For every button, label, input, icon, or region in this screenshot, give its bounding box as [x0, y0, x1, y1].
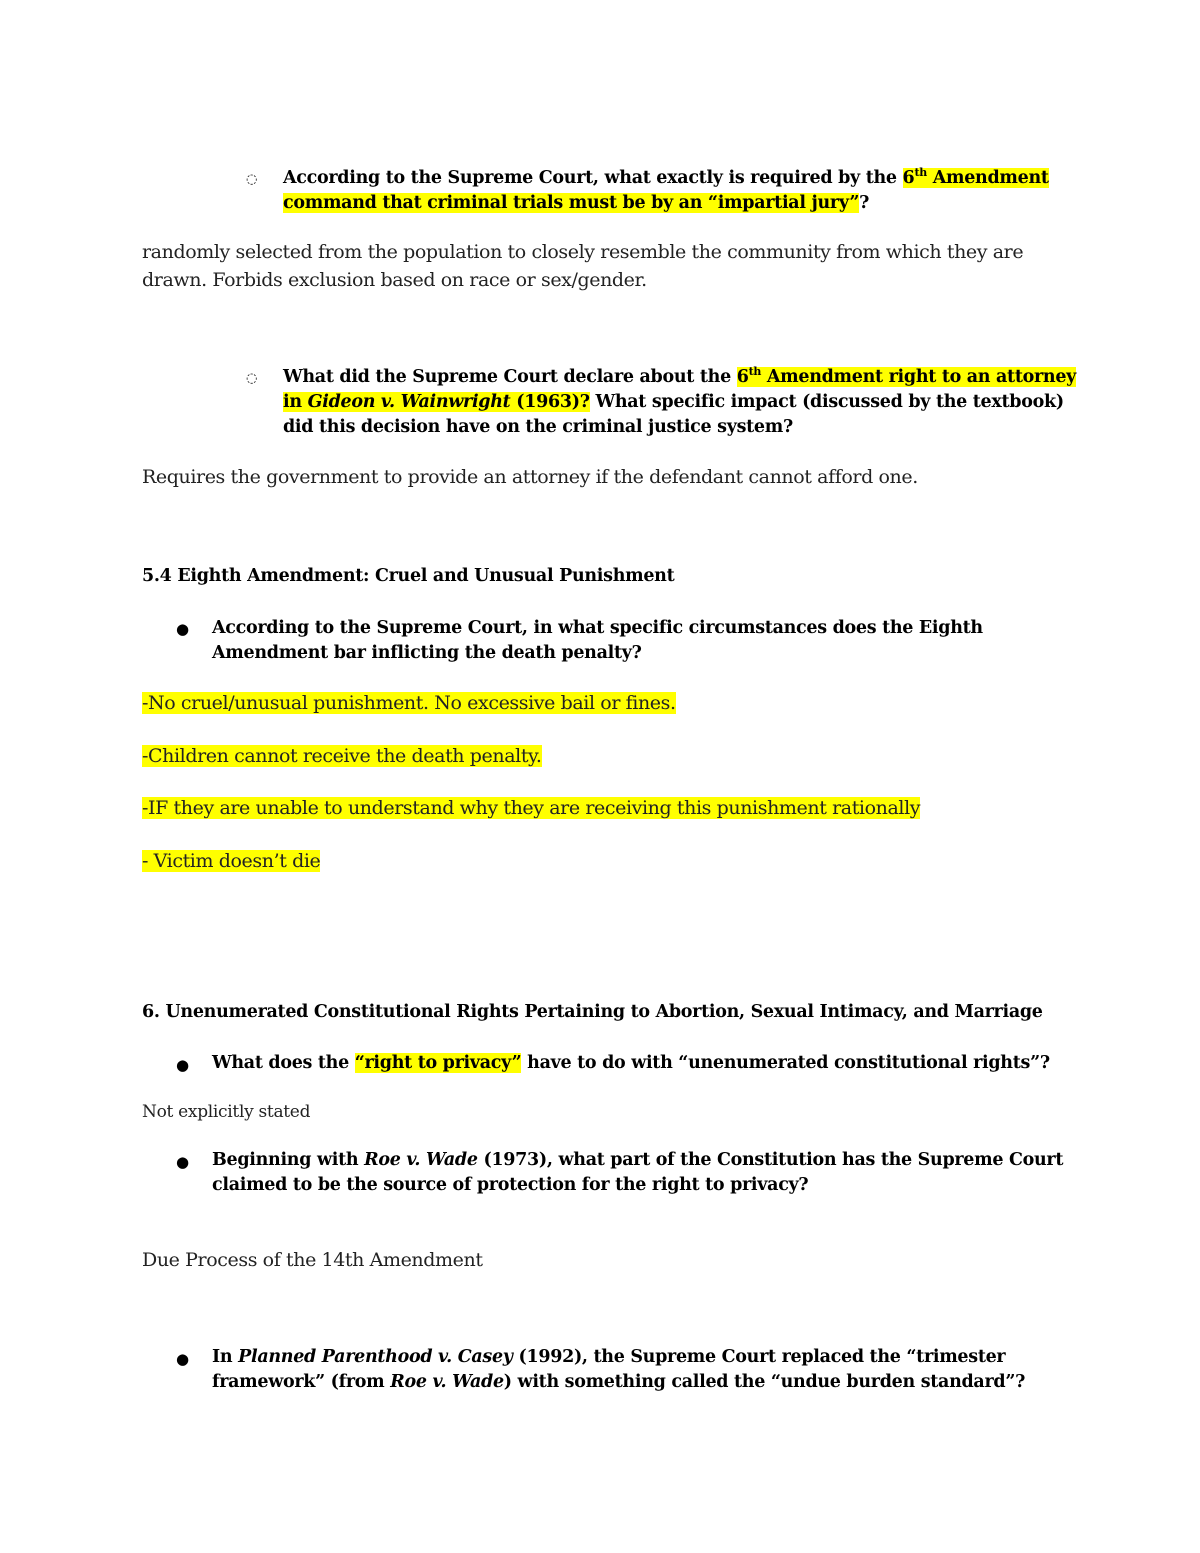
bullet-circle-icon: ◌	[246, 371, 258, 386]
bullet-dot-icon: ●	[176, 1153, 190, 1171]
answer-line: drawn. Forbids exclusion based on race or sex/gender.	[142, 269, 647, 291]
bullet-dot-icon: ●	[176, 620, 190, 638]
question-line: did this decision have on the criminal justice system?	[283, 417, 793, 437]
case-name: Planned Parenthood v. Casey	[238, 1347, 513, 1367]
highlight: command that criminal trials must be by an “impartial jury”	[283, 193, 860, 213]
case-name: Gideon v. Wainwright	[307, 392, 511, 412]
answer-not-explicit: Not explicitly stated	[142, 1102, 311, 1122]
answer-gideon: Requires the government to provide an attorney if the defendant cannot afford one.	[142, 466, 918, 488]
highlight: 6th Amendment	[902, 166, 1049, 188]
question-line: command that criminal trials must be by an “impartial jury”?	[283, 193, 870, 213]
highlight: in Gideon v. Wainwright (1963)?	[283, 392, 590, 412]
question-right-to-privacy: What does the “right to privacy” have to do with “unenumerated constitutional rights”?	[212, 1053, 1050, 1073]
question-roe-source	[212, 1148, 1063, 1198]
answer-line: -No cruel/unusual punishment. No excessive bail or fines.	[142, 692, 676, 714]
question-line: In Planned Parenthood v. Casey (1992), the Supreme Court replaced the “trimester	[212, 1347, 1006, 1367]
question-text: According to the Supreme Court, what exactly is required by the	[283, 168, 903, 188]
answer-line: -IF they are unable to understand why they are receiving this punishment rationally	[142, 797, 921, 819]
section-heading-6: 6. Unenumerated Constitutional Rights Pertaining to Abortion, Sexual Intimacy, and Marriage	[142, 1002, 1043, 1022]
bullet-dot-icon: ●	[176, 1350, 190, 1368]
question-line: claimed to be the source of protection for the right to privacy?	[212, 1175, 809, 1195]
question-line: According to the Supreme Court, in what specific circumstances does the Eighth	[212, 618, 983, 638]
answer-impartial-jury	[142, 238, 1023, 294]
case-name: Roe v. Wade	[390, 1372, 504, 1392]
question-line: in Gideon v. Wainwright (1963)? What specific impact (discussed by the textbook)	[283, 392, 1064, 412]
question-death-penalty	[212, 616, 983, 666]
question-impartial-jury	[283, 166, 1049, 216]
highlight: “right to privacy”	[354, 1053, 522, 1073]
answer-line: - Victim doesn’t die	[142, 850, 321, 872]
question-line: What did the Supreme Court declare about the 6th Amendment right to an attorney	[283, 365, 1077, 387]
question-line: Beginning with Roe v. Wade (1973), what part of the Constitution has the Supreme Court	[212, 1150, 1064, 1170]
question-line: framework” (from Roe v. Wade) with something called the “undue burden standard”?	[212, 1372, 1026, 1392]
section-heading-5-4: 5.4 Eighth Amendment: Cruel and Unusual Punishment	[142, 566, 675, 586]
question-line: Amendment bar inflicting the death penalty?	[212, 643, 642, 663]
answer-due-process: Due Process of the 14th Amendment	[142, 1249, 483, 1271]
question-gideon	[283, 365, 1076, 440]
answer-line: randomly selected from the population to closely resemble the community from which they are	[142, 241, 1024, 263]
answer-line: -Children cannot receive the death penalty.	[142, 745, 542, 767]
case-name: Roe v. Wade	[364, 1150, 478, 1170]
question-line	[283, 166, 1049, 191]
bullet-dot-icon: ●	[176, 1056, 190, 1074]
bullet-circle-icon: ◌	[246, 172, 258, 187]
question-casey	[212, 1345, 1025, 1395]
highlight: 6th Amendment right to an attorney	[736, 365, 1077, 387]
